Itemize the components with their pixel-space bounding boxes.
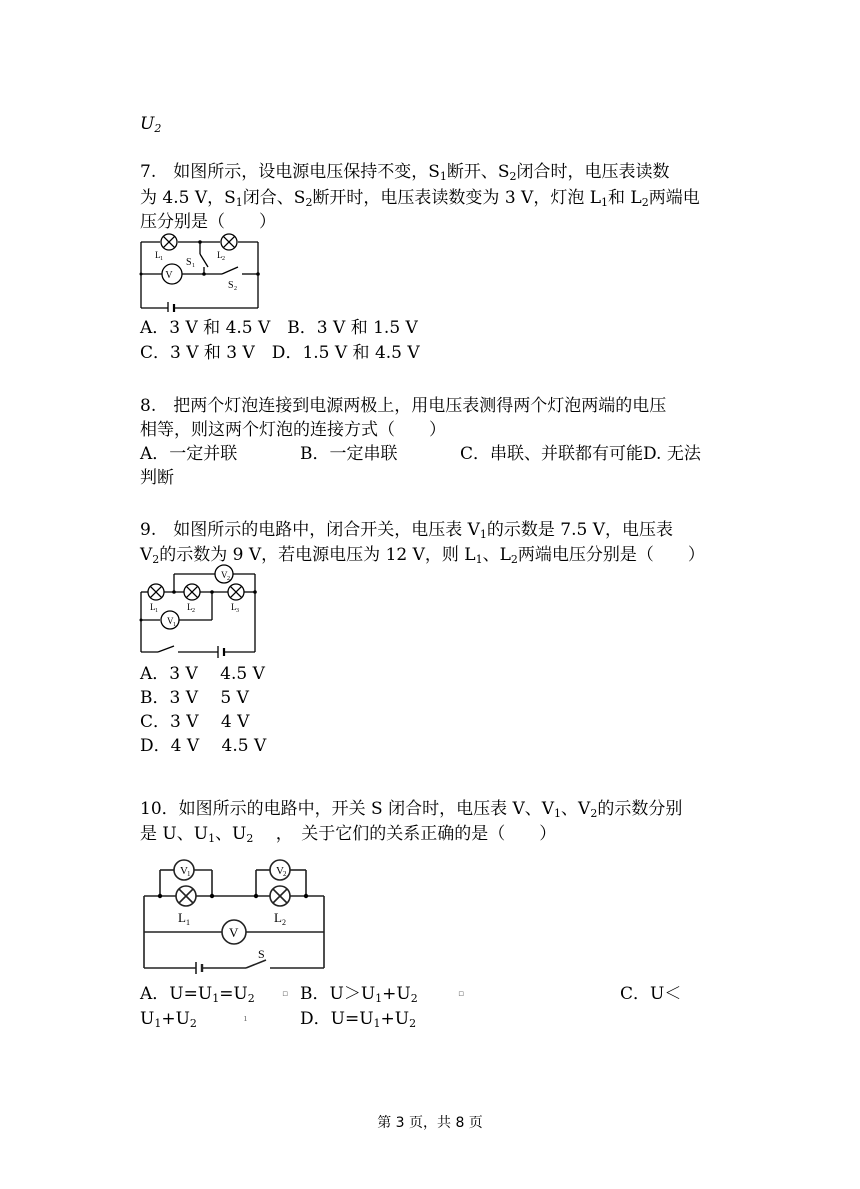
anchor-mark: ▫	[282, 989, 289, 999]
svg-text:V: V	[221, 570, 228, 580]
svg-text:1: 1	[160, 256, 163, 262]
q7-line-1: 7. 如图所示，设电源电压保持不变，$S_1$断开、$S_2$闭合时，电压表读数	[140, 162, 670, 183]
anchor-mark: ı	[244, 1014, 247, 1024]
svg-text:2: 2	[227, 576, 230, 582]
svg-text:V: V	[167, 616, 174, 626]
svg-text:V: V	[229, 925, 239, 940]
q10-circuit-diagram	[140, 852, 330, 974]
q9-line-1: 9. 如图所示的电路中，闭合开关，电压表 $V_1$的示数是 7.5 V，电压表	[140, 520, 674, 541]
svg-text:L: L	[274, 910, 282, 925]
q10-option-a: A．$U=U_1=U_2$	[140, 984, 255, 1005]
svg-text:L: L	[217, 250, 223, 260]
q8-option-c: C．串联、并联都有可能D. 无法	[460, 444, 701, 464]
svg-text:1: 1	[187, 870, 191, 878]
svg-text:L: L	[150, 602, 156, 612]
svg-text:L: L	[231, 602, 237, 612]
q10-line-1: 10．如图所示的电路中，开关 S 闭合时，电压表 V、$V_1$、$V_2$的示数分别	[140, 799, 683, 820]
svg-text:3: 3	[236, 608, 239, 614]
svg-text:S: S	[258, 947, 265, 961]
q10-option-d: D．$U=U_1+U_2$	[300, 1009, 417, 1030]
q10-option-c: C．U＜	[620, 984, 682, 1004]
q9-line-2: $V_2$的示数为 9 V，若电源电压为 12 V，则 $L_1$、$L_2$两端电压分别是（ ）	[140, 545, 705, 566]
svg-text:2: 2	[222, 256, 225, 262]
page-number-footer: 第 3 页，共 8 页	[377, 1115, 483, 1131]
q9-option-a: A．3 V 4.5 V	[140, 664, 265, 684]
svg-text:L: L	[155, 250, 161, 260]
q8-line-1: 8. 把两个灯泡连接到电源两极上，用电压表测得两个灯泡两端的电压	[140, 396, 667, 416]
svg-text:V: V	[180, 865, 188, 877]
q8-option-a: A．一定并联	[140, 444, 238, 464]
q9-option-d: D．4 V 4.5 V	[140, 736, 267, 756]
q8-line-4: 判断	[140, 468, 174, 488]
svg-text:1: 1	[186, 918, 190, 927]
q10-option-b: B．$U>U_1+U_2$	[300, 984, 418, 1005]
svg-text:V: V	[276, 865, 284, 877]
svg-text:V: V	[165, 270, 173, 281]
q9-option-c: C．3 V 4 V	[140, 712, 250, 732]
svg-text:2: 2	[283, 870, 287, 878]
q9-circuit-diagram	[138, 564, 262, 660]
svg-text:S: S	[228, 280, 234, 291]
q9-option-b: B．3 V 5 V	[140, 688, 249, 708]
q8-option-b: B．一定串联	[300, 444, 398, 464]
svg-text:2: 2	[234, 286, 237, 292]
svg-text:L: L	[178, 910, 186, 925]
prev-answer-u2: $U_2$	[140, 114, 162, 135]
svg-text:1: 1	[155, 608, 158, 614]
svg-text:2: 2	[282, 918, 286, 927]
svg-text:2: 2	[192, 608, 195, 614]
anchor-mark: ▫	[458, 989, 465, 999]
q7-circuit-diagram	[138, 232, 264, 312]
q7-line-3: 压分别是（ ）	[140, 212, 276, 232]
svg-text:1: 1	[173, 622, 176, 628]
q7-options-ab: A．3 V 和 4.5 V B．3 V 和 1.5 V	[140, 318, 418, 338]
q7-line-2: 为 4.5 V，$S_1$闭合、$S_2$断开时，电压表读数变为 3 V，灯泡 $L_1$和 $L_2$两端电	[140, 188, 700, 209]
q7-options-cd: C．3 V 和 3 V D．1.5 V 和 4.5 V	[140, 343, 420, 363]
svg-text:S: S	[186, 257, 192, 268]
q10-option-c-continued: $U_1+U_2$	[140, 1009, 197, 1030]
q8-line-2: 相等，则这两个灯泡的连接方式（ ）	[140, 420, 446, 440]
svg-text:1: 1	[192, 263, 195, 269]
svg-text:L: L	[187, 602, 193, 612]
q10-line-2: 是 U、$U_1$、$U_2$ ， 关于它们的关系正确的是（ ）	[140, 824, 557, 845]
